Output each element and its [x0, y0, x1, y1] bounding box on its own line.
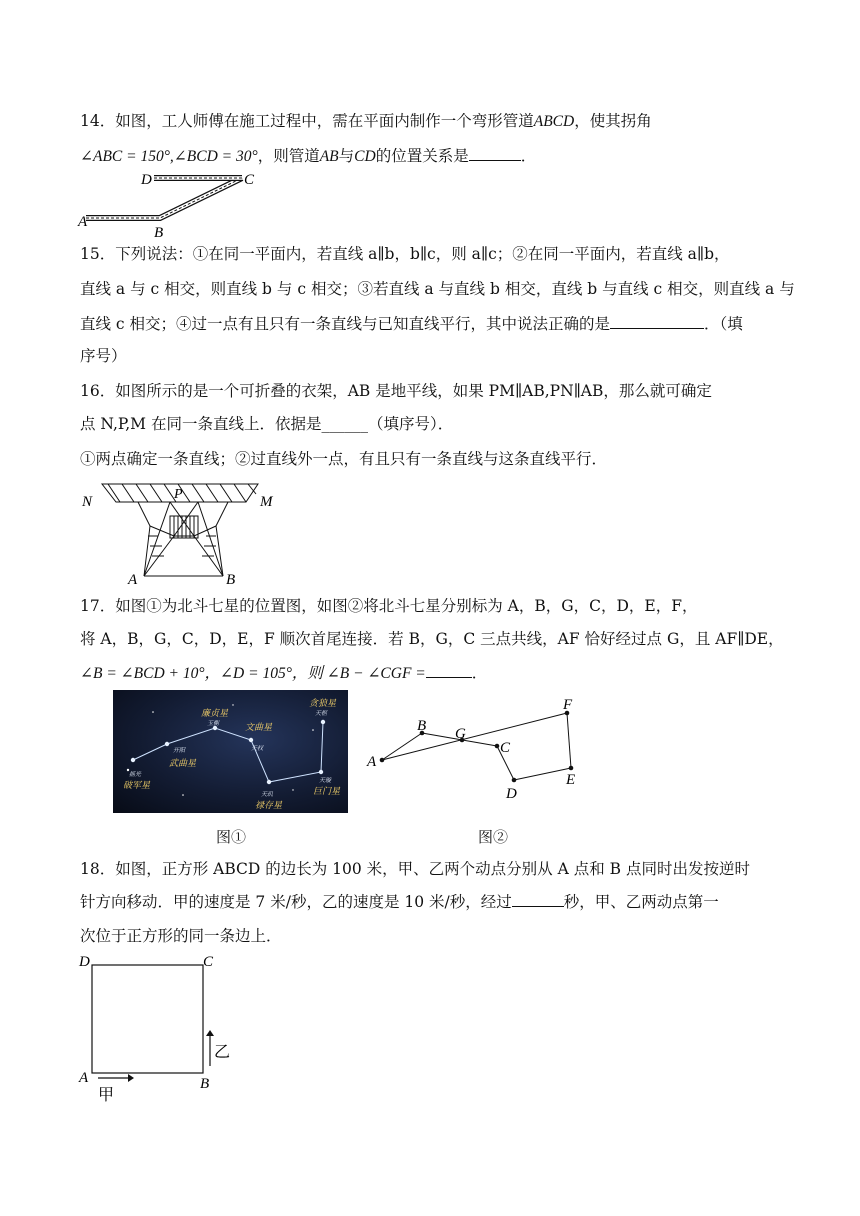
- star-tianji: 天玑: [261, 792, 274, 798]
- q16-label-m: M: [260, 494, 273, 510]
- q18-line-3: 次位于正方形的同一条边上．: [80, 927, 282, 945]
- q18-text-2-tail: 秒，甲、乙两动点第一: [563, 893, 719, 911]
- q18-text-2: 针方向移动．甲的速度是 7 米/秒，乙的速度是 10 米/秒，经过: [80, 893, 512, 911]
- q14-cd: CD: [354, 148, 376, 165]
- q18-line-2: [80, 891, 719, 913]
- q15-line-1: 15．下列说法：①在同一平面内，若直线 a∥b，b∥c，则 a∥c；②在同一平面内，若直线 a∥b，: [80, 245, 730, 263]
- star-tanlang: 贪狼星: [309, 698, 337, 708]
- star-lianzhen: 廉贞星: [201, 708, 229, 718]
- q14-end: ．: [520, 147, 537, 165]
- q14-text-1-tail: ，使其拐角: [574, 112, 652, 130]
- q15-text-3: 直线 c 相交；④过一点有且只有一条直线与已知直线平行，其中说法正确的是: [80, 315, 611, 333]
- q14-label-c: C: [244, 172, 255, 188]
- q16-line-3: ①两点确定一条直线；②过直线外一点，有且只有一条直线与这条直线平行．: [80, 450, 608, 468]
- star-tianshu: 天枢: [315, 711, 328, 717]
- star-jumen: 巨门星: [313, 786, 341, 796]
- fig2-label-c: C: [500, 740, 511, 756]
- q17-end: ．: [471, 664, 488, 682]
- q18-answer-blank[interactable]: [512, 892, 564, 907]
- star-yuheng: 玉衡: [207, 721, 220, 727]
- q16-line-2: 点 N,P,M 在同一条直线上．依据是______（填序号）．: [80, 415, 454, 433]
- star-yaoguang: 摇光: [129, 772, 142, 778]
- star-lucun: 禄存星: [255, 800, 283, 810]
- q18-label-d: D: [79, 954, 90, 970]
- q14-label-a: A: [78, 214, 88, 230]
- q15-line-3: [80, 313, 743, 335]
- fig2-label-e: E: [566, 772, 576, 788]
- q17-line-1: 17．如图①为北斗七星的位置图，如图②将北斗七星分别标为 A，B，G，C，D，E，F，: [80, 597, 698, 615]
- q16-line-1: 16．如图所示的是一个可折叠的衣架，AB 是地平线，如果 PM∥AB,PN∥AB，那么就可确定: [80, 382, 712, 400]
- q14-label-d: D: [141, 172, 152, 188]
- fig2-label-f: F: [563, 697, 573, 713]
- fig2-label-d: D: [506, 786, 517, 802]
- q15-text-3-tail: ．（填: [704, 315, 743, 333]
- star-tianxuan: 天璇: [319, 778, 332, 784]
- fig2-label-b: B: [417, 718, 427, 734]
- fig2-label-a: A: [367, 754, 377, 770]
- star-pojun: 破军星: [123, 780, 151, 790]
- q16-label-n: N: [82, 494, 93, 510]
- big-dipper-photo-overlay: [113, 690, 348, 813]
- q14-ab: AB: [319, 148, 339, 165]
- q14-line-2: [80, 145, 536, 168]
- q14-math-abcd: ABCD: [533, 113, 575, 130]
- q14-line-1: [80, 110, 652, 133]
- q16-label-a: A: [128, 572, 138, 588]
- q16-hanger-figure: [78, 476, 278, 588]
- q14-text-2-tail: 的位置关系是: [375, 147, 469, 165]
- fig2-label-g: G: [455, 726, 466, 742]
- q17-figure-2: [365, 696, 595, 806]
- q17-line-2: 将 A，B，G，C，D，E，F 顺次首尾连接．若 B，G，C 三点共线，AF 恰好经过点 G，且 AF∥DE，: [80, 630, 784, 648]
- q15-line-4: 序号）: [80, 347, 127, 365]
- q15-answer-blank[interactable]: [610, 314, 704, 329]
- q18-label-yi: 乙: [214, 1044, 231, 1061]
- q17-line-3: [80, 662, 487, 685]
- q14-text-1: 14．如图，工人师傅在施工过程中，需在平面内制作一个弯形管道: [80, 112, 534, 130]
- q15-line-2: 直线 a 与 c 相交，则直线 b 与 c 相交；③若直线 a 与直线 b 相交，直线 b 与直线 c 相交，则直线 a 与: [80, 280, 795, 298]
- q18-label-a: A: [79, 1070, 89, 1086]
- q18-label-c: C: [203, 954, 214, 970]
- q14-label-b: B: [154, 225, 164, 241]
- q17-text-3: ∠B = ∠BCD + 10°，∠D = 105°，则 ∠B − ∠CGF =: [80, 665, 426, 682]
- caption-figure-1: 图①: [216, 828, 247, 846]
- q18-label-jia: 甲: [98, 1087, 115, 1104]
- star-tianquan: 天权: [251, 746, 264, 752]
- q14-pipe-figure: [78, 168, 268, 240]
- q18-line-1: 18．如图，正方形 ABCD 的边长为 100 米，甲、乙两个动点分别从 A 点和 B 点同时出发按逆时: [80, 860, 750, 878]
- star-wuqu: 武曲星: [169, 758, 197, 768]
- q16-label-p: P: [174, 487, 183, 502]
- q16-label-b: B: [226, 572, 236, 588]
- q14-angles: ∠ABC = 150°,∠BCD = 30°: [80, 148, 258, 165]
- caption-figure-2: 图②: [478, 828, 509, 846]
- q14-answer-blank[interactable]: [469, 146, 521, 161]
- q18-square-figure: [76, 948, 236, 1108]
- star-kaiyang: 开阳: [173, 748, 186, 754]
- q18-label-b: B: [200, 1076, 210, 1092]
- q17-answer-blank[interactable]: [426, 663, 472, 678]
- q14-text-2: ，则管道: [257, 147, 320, 165]
- star-wenqu: 文曲星: [245, 722, 273, 732]
- q14-and: 与: [338, 147, 355, 165]
